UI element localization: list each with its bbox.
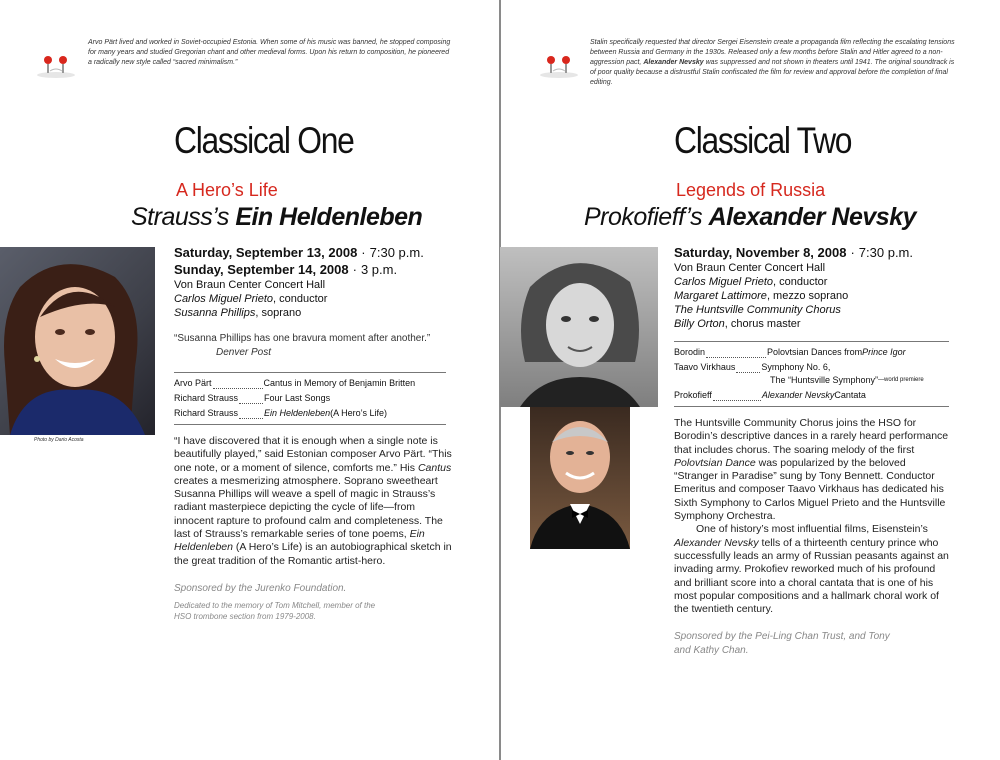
sponsor-line: Sponsored by the Pei-Ling Chan Trust, and Tony and Kathy Chan. xyxy=(674,631,890,657)
concert-description: “I have discovered that it is enough when a single note is beautifully played,” said Estonian composer Arvo Pärt. “This one note, or a moment of silence, comforts me.” His Cantus creates a mesmerizing atmosphere. Soprano sweetheart Susanna Phillips will weave a spell of magic in Strauss’s radiant masterpiece depicting the cycle of life—from innocent rapture to profound calm and completeness. The last of Strauss’s remarkable series of tone poems, Ein Heldenleben (A Hero’s Life) is an autobiographical sketch in the great tradition of the Romantic artist-hero. xyxy=(174,435,452,567)
theater-masks-icon xyxy=(538,48,580,80)
work-composer: Strauss’s xyxy=(131,203,236,231)
program-list xyxy=(674,347,949,401)
program-item: Prokofieff Alexander Nevsky Cantata xyxy=(674,390,866,400)
concert-subtitle: A Hero’s Life xyxy=(176,180,278,200)
concert-date-1: Saturday, November 8, 2008 · 7:30 p.m. xyxy=(674,245,913,260)
series-title: Classical One xyxy=(174,120,354,161)
dedication: Dedicated to the memory of Tom Mitchell, member of the HSO trombone section from 1979-2008. xyxy=(174,600,376,621)
conductor: Carlos Miguel Prieto, conductor xyxy=(174,293,328,305)
concert-details xyxy=(674,244,949,658)
concert-subtitle: Legends of Russia xyxy=(676,180,826,200)
concert-description-2: One of history’s most influential films, Eisenstein’s Alexander Nevsky tells of a thirteenth century prince who successfully leads an army of Russian peasants against an invading army. Prokofiev reworked much of his profound and brilliant score into a choral cantata that is one of his most popular compositions and a hallmark choral work of the twentieth century. xyxy=(674,523,949,616)
divider xyxy=(674,406,949,407)
press-quote: “Susanna Phillips has one bravura moment after another.” xyxy=(174,333,431,344)
venue: Von Braun Center Concert Hall xyxy=(174,279,326,291)
venue: Von Braun Center Concert Hall xyxy=(674,262,826,274)
program-item: Richard Strauss Four Last Songs xyxy=(174,393,331,403)
divider xyxy=(174,424,446,425)
theater-masks-icon xyxy=(35,48,77,80)
work-title: Ein Heldenleben xyxy=(235,203,423,231)
concert-date-2: Sunday, September 14, 2008 · 3 p.m. xyxy=(174,262,398,277)
program-item: Richard Strauss Ein Heldenleben (A Hero’s Life) xyxy=(174,408,387,418)
soloist-photo xyxy=(0,247,155,435)
featured-work xyxy=(584,203,916,232)
page-right xyxy=(500,0,1000,760)
divider xyxy=(174,372,446,373)
press-quote-source: Denver Post xyxy=(216,347,272,358)
chorus: The Huntsville Community Chorus xyxy=(674,304,841,316)
series-title: Classical Two xyxy=(674,120,852,161)
program-item-continued: The “Huntsville Symphony” —world premiere xyxy=(770,375,924,385)
mezzo-photo xyxy=(500,247,658,407)
program-list xyxy=(174,378,446,419)
conductor: Carlos Miguel Prieto, conductor xyxy=(674,276,828,288)
chorus-master: Billy Orton, chorus master xyxy=(674,318,801,330)
featured-work xyxy=(131,203,422,232)
photo-credit: Photo by Dario Acosta xyxy=(34,437,84,443)
soloist: Susanna Phillips, soprano xyxy=(174,307,302,319)
history-note: Stalin specifically requested that director Sergei Eisenstein create a propaganda film reflecting the escalating tensions between Russia and Germany in the 1930s. Released only a few months before Stalin and Hitler agreed to a non-aggression pact, Alexander Nevsky was suppressed and not shown in theaters until 1941. The original soundtrack is of poor quality because a distrustful Stalin confiscated the film for review and approval before the completion of final editing. xyxy=(590,39,955,86)
program-item: Arvo Pärt Cantus in Memory of Benjamin Britten xyxy=(174,378,416,388)
concert-date-1: Saturday, September 13, 2008 · 7:30 p.m. xyxy=(174,245,424,260)
composer-photo xyxy=(530,407,630,549)
divider xyxy=(674,341,949,342)
work-composer: Prokofieff’s xyxy=(584,203,709,231)
composer-note: Arvo Pärt lived and worked in Soviet-occupied Estonia. When some of his music was banned, he stopped composing for many years and studied Gregorian chant and other medieval forms. Upon his return to composition, he pioneered a radically new style called “sacred minimalism.” xyxy=(88,39,451,66)
soloist: Margaret Lattimore, mezzo soprano xyxy=(674,290,849,302)
sponsor-line: Sponsored by the Jurenko Foundation. xyxy=(174,582,347,594)
work-title: Alexander Nevsky xyxy=(708,203,916,231)
concert-description: The Huntsville Community Chorus joins the HSO for Borodin’s descriptive dances in a rarely heard performance that includes chorus. The soaring melody of the first Polovtsian Dance was popularized by the beloved “Stranger in Paradise” sung by Tony Bennett. Conductor Emeritus and composer Taavo Virkhaus has dedicated his Sixth Symphony to Carlos Miguel Prieto and the Huntsville Symphony Orchestra. xyxy=(674,417,949,523)
concert-details xyxy=(174,244,452,622)
program-item: Borodin Polovtsian Dances from Prince Igor xyxy=(674,347,906,357)
program-item: Taavo Virkhaus Symphony No. 6, xyxy=(674,362,831,372)
